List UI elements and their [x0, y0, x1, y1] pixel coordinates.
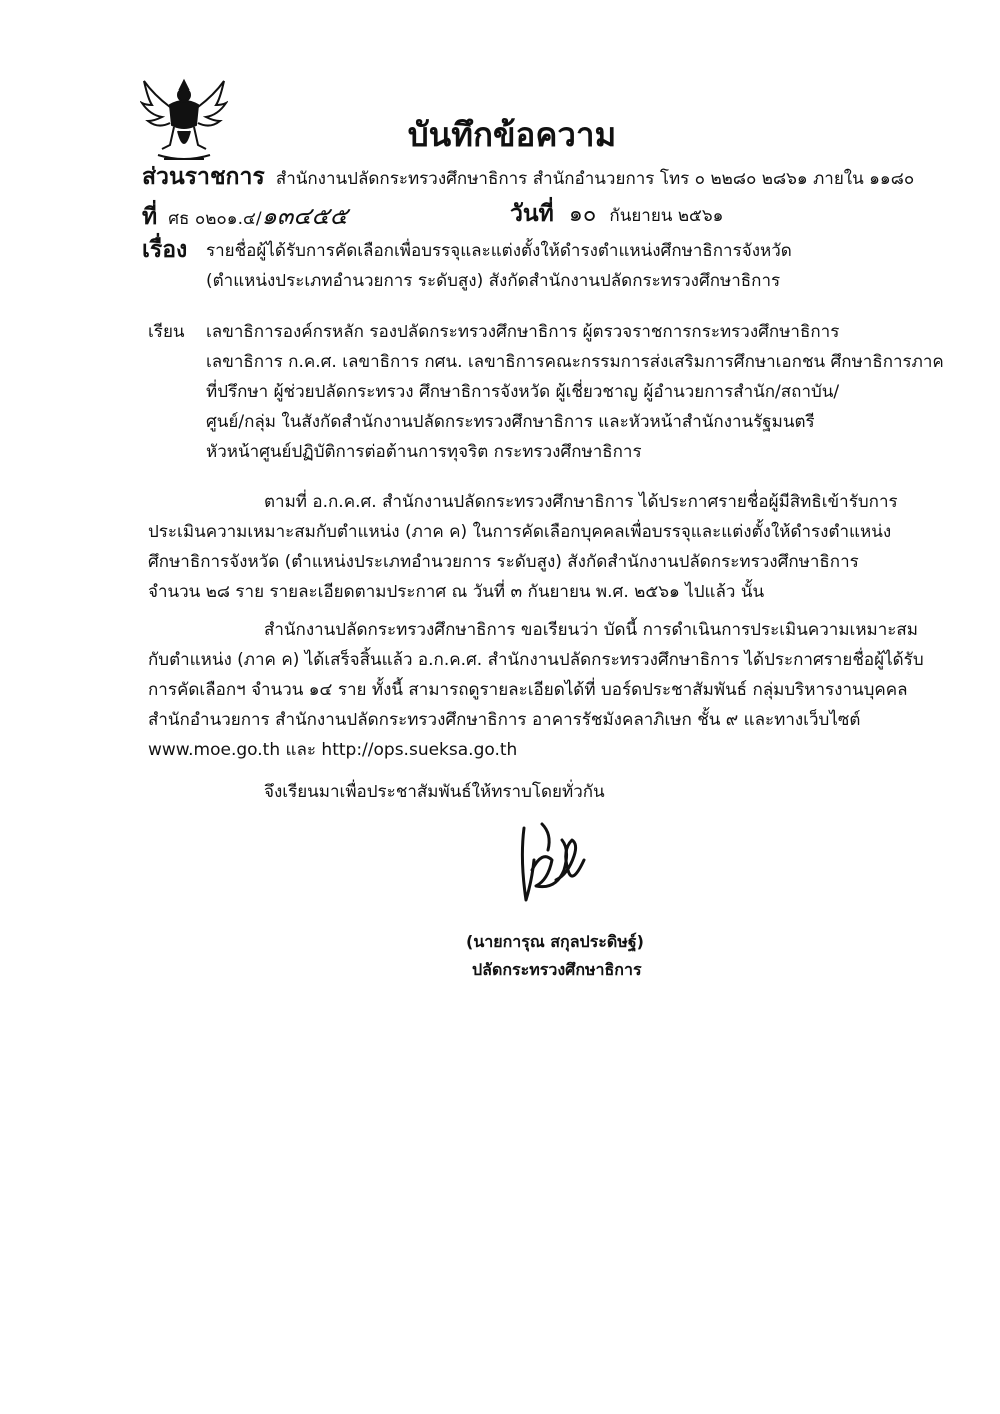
date-day: ๑๐	[568, 202, 597, 227]
recipient-label: เรียน	[148, 322, 185, 342]
paragraph-1-line: ศึกษาธิการจังหวัด (ตำแหน่งประเภทอำนวยการ ระดับสูง) สังกัดสำนักงานปลัดกระทรวงศึกษาธิการ	[148, 552, 859, 572]
paragraph-2-line: กับตำแหน่ง (ภาค ค) ได้เสร็จสิ้นแล้ว อ.ก.ค.ศ. สำนักงานปลัดกระทรวงศึกษาธิการ ได้ประกาศรายชื่อผู้ได้รับ	[148, 650, 924, 670]
subject-label: เรื่อง	[142, 237, 188, 263]
reference-handwritten-number: ๑๓๔๕๕	[261, 202, 348, 230]
date-line	[510, 196, 723, 232]
reference-line	[142, 196, 348, 235]
subject-line: รายชื่อผู้ได้รับการคัดเลือกเพื่อบรรจุและแต่งตั้งให้ดำรงตำแหน่งศึกษาธิการจังหวัด	[206, 241, 792, 261]
recipient-line: หัวหน้าศูนย์ปฏิบัติการต่อต้านการทุจริต กระทรวงศึกษาธิการ	[206, 442, 642, 462]
paragraph-1-line: ตามที่ อ.ก.ค.ศ. สำนักงานปลัดกระทรวงศึกษาธิการ ได้ประกาศรายชื่อผู้มีสิทธิเข้ารับการ	[264, 492, 898, 512]
closing-text: จึงเรียนมาเพื่อประชาสัมพันธ์ให้ทราบโดยทั่วกัน	[264, 782, 605, 802]
signer-title: ปลัดกระทรวงศึกษาธิการ	[472, 960, 642, 979]
paragraph-2-line: สำนักอำนวยการ สำนักงานปลัดกระทรวงศึกษาธิการ อาคารรัชมังคลาภิเษก ชั้น ๙ และทางเว็บไซต์	[148, 710, 861, 730]
date-label: วันที่	[510, 201, 554, 227]
recipient-line: เลขาธิการ ก.ค.ศ. เลขาธิการ กศน. เลขาธิการคณะกรรมการส่งเสริมการศึกษาเอกชน ศึกษาธิการภาค	[206, 352, 944, 372]
reference-prefix: ศธ ๐๒๐๑.๔/	[168, 209, 262, 229]
signature-icon	[512, 820, 592, 910]
date-text: กันยายน ๒๕๖๑	[609, 206, 724, 226]
paragraph-2-line: การคัดเลือกฯ จำนวน ๑๔ ราย ทั้งนี้ สามารถดูรายละเอียดได้ที่ บอร์ดประชาสัมพันธ์ กลุ่มบริหารงานบุคคล	[148, 680, 908, 700]
recipient-line: เลขาธิการองค์กรหลัก รองปลัดกระทรวงศึกษาธิการ ผู้ตรวจราชการกระทรวงศึกษาธิการ	[206, 322, 840, 342]
agency-label: ส่วนราชการ	[142, 164, 265, 190]
paragraph-1-line: ประเมินความเหมาะสมกับตำแหน่ง (ภาค ค) ในการคัดเลือกบุคคลเพื่อบรรจุและแต่งตั้งให้ดำรงตำแหน่ง	[148, 522, 892, 542]
paragraph-2-line: www.moe.go.th และ http://ops.sueksa.go.th	[148, 740, 518, 760]
signer-name: (นายการุณ สกุลประดิษฐ์)	[466, 932, 644, 951]
reference-label: ที่	[142, 204, 158, 230]
agency-line	[142, 159, 914, 195]
paragraph-2-line: สำนักงานปลัดกระทรวงศึกษาธิการ ขอเรียนว่า บัดนี้ การดำเนินการประเมินความเหมาะสม	[264, 620, 919, 640]
agency-text: สำนักงานปลัดกระทรวงศึกษาธิการ สำนักอำนวยการ โทร ๐ ๒๒๘๐ ๒๘๖๑ ภายใน ๑๑๘๐	[275, 169, 915, 189]
document-title: บันทึกข้อความ	[407, 115, 617, 154]
paragraph-1-line: จำนวน ๒๘ ราย รายละเอียดตามประกาศ ณ วันที่ ๓ กันยายน พ.ศ. ๒๕๖๑ ไปแล้ว นั้น	[148, 582, 765, 602]
recipient-line: ที่ปรึกษา ผู้ช่วยปลัดกระทรวง ศึกษาธิการจังหวัด ผู้เชี่ยวชาญ ผู้อำนวยการสำนัก/สถาบัน/	[206, 382, 840, 402]
subject-line: (ตำแหน่งประเภทอำนวยการ ระดับสูง) สังกัดสำนักงานปลัดกระทรวงศึกษาธิการ	[206, 271, 781, 291]
recipient-line: ศูนย์/กลุ่ม ในสังกัดสำนักงานปลัดกระทรวงศึกษาธิการ และหัวหน้าสำนักงานรัฐมนตรี	[206, 412, 815, 432]
